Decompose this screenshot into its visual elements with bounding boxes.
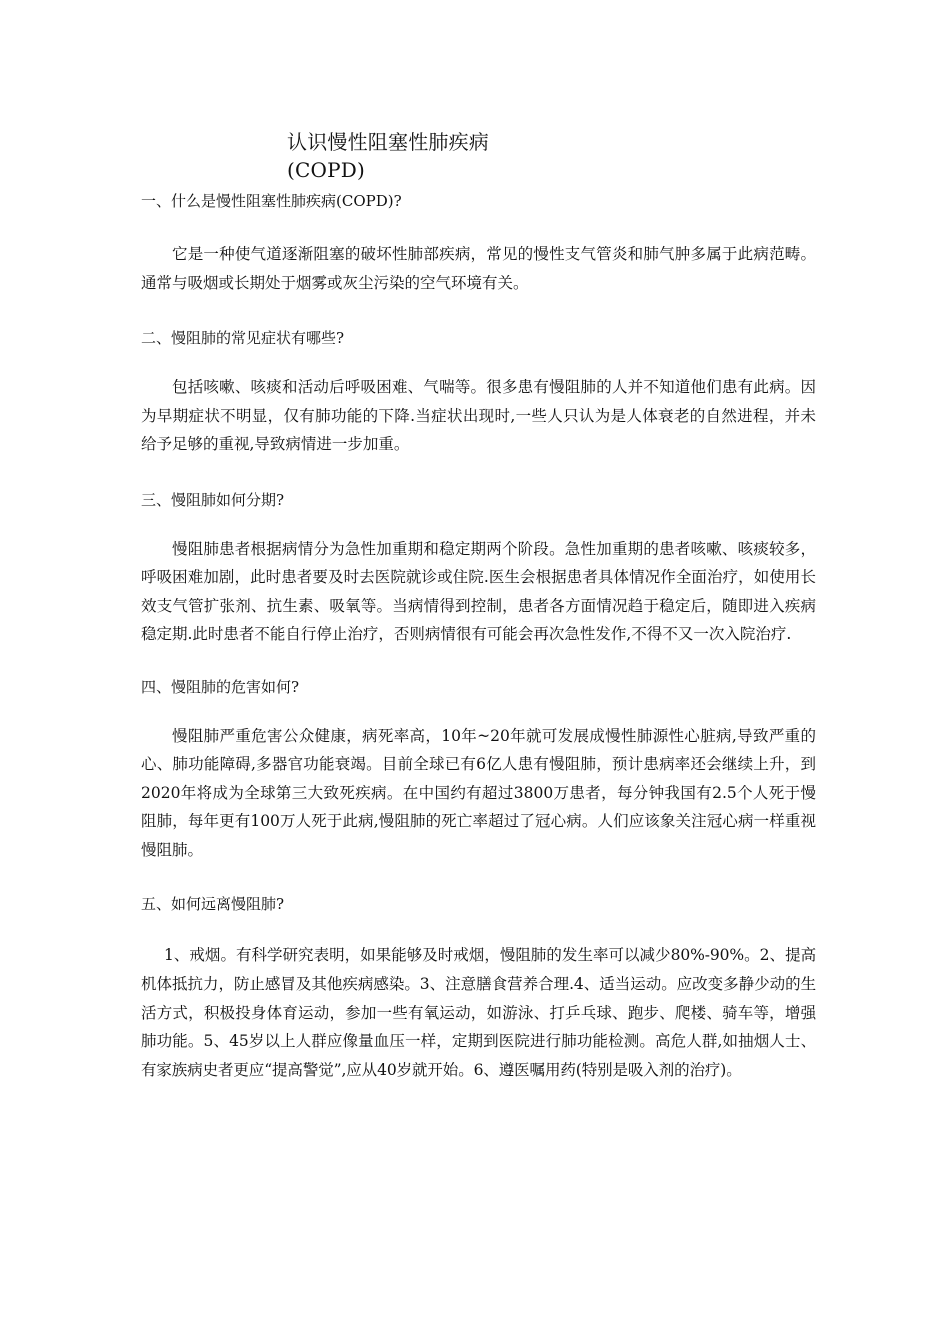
section-4-paragraph: 慢阻肺严重危害公众健康，病死率高，10年~20年就可发展成慢性肺源性心脏病,导致严重的心、肺功能障碍,多器官功能衰竭。目前全球已有6亿人患有慢阻肺，预计患病率还会继续上升，到2020年将成为全球第三大致死疾病。在中国约有超过3800万患者，每分钟我国有2.5个人死于慢阻肺，每年更有100万人死于此病,慢阻肺的死亡率超过了冠心病。人们应该象关注冠心病一样重视慢阻肺。	[141, 726, 816, 859]
section-3-paragraph: 慢阻肺患者根据病情分为急性加重期和稳定期两个阶段。急性加重期的患者咳嗽、咳痰较多，呼吸困难加剧，此时患者要及时去医院就诊或住院.医生会根据患者具体情况作全面治疗，如使用长效支气管扩张剂、抗生素、吸氧等。当病情得到控制，患者各方面情况趋于稳定后，随即进入疾病稳定期.此时患者不能自行停止治疗，否则病情很有可能会再次急性发作,不得不又一次入院治疗.	[141, 539, 816, 643]
document-title	[287, 128, 617, 184]
section-5-heading: 五、如何远离慢阻肺?	[141, 895, 285, 913]
section-2-paragraph: 包括咳嗽、咳痰和活动后呼吸困难、气喘等。很多患有慢阻肺的人并不知道他们患有此病。因为早期症状不明显，仅有肺功能的下降.当症状出现时,一些人只认为是人体衰老的自然进程，并未给予足够的重视,导致病情进一步加重。	[141, 378, 816, 453]
section-3-heading: 三、慢阻肺如何分期?	[141, 490, 285, 509]
section-5-paragraph: 1、戒烟。有科学研究表明，如果能够及时戒烟，慢阻肺的发生率可以减少80%-90%。2、提高机体抵抗力，防止感冒及其他疾病感染。3、注意膳食营养合理.4、适当运动。应改变多静少动的生活方式，积极投身体育运动，参加一些有氧运动，如游泳、打乒乓球、跑步、爬楼、骑车等，增强肺功能。5、45岁以上人群应像量血压一样，定期到医院进行肺功能检测。高危人群,如抽烟人士、有家族病史者更应“提高警觉”,应从40岁就开始。6、遵医嘱用药(特别是吸入剂的治疗)。	[141, 946, 816, 1080]
title-line-1: 认识慢性阻塞性肺疾病	[287, 130, 489, 154]
section-2-heading: 二、慢阻肺的常见症状有哪些?	[141, 329, 345, 347]
section-1-heading: 一、什么是慢性阻塞性肺疾病(COPD)?	[141, 192, 402, 210]
title-line-2: (COPD)	[287, 158, 365, 182]
section-1-paragraph: 它是一种使气道逐渐阻塞的破坏性肺部疾病，常见的慢性支气管炎和肺气肿多属于此病范畴。通常与吸烟或长期处于烟雾或灰尘污染的空气环境有关。	[141, 245, 816, 292]
section-4-heading: 四、慢阻肺的危害如何?	[141, 677, 300, 696]
document-body	[141, 184, 816, 1085]
